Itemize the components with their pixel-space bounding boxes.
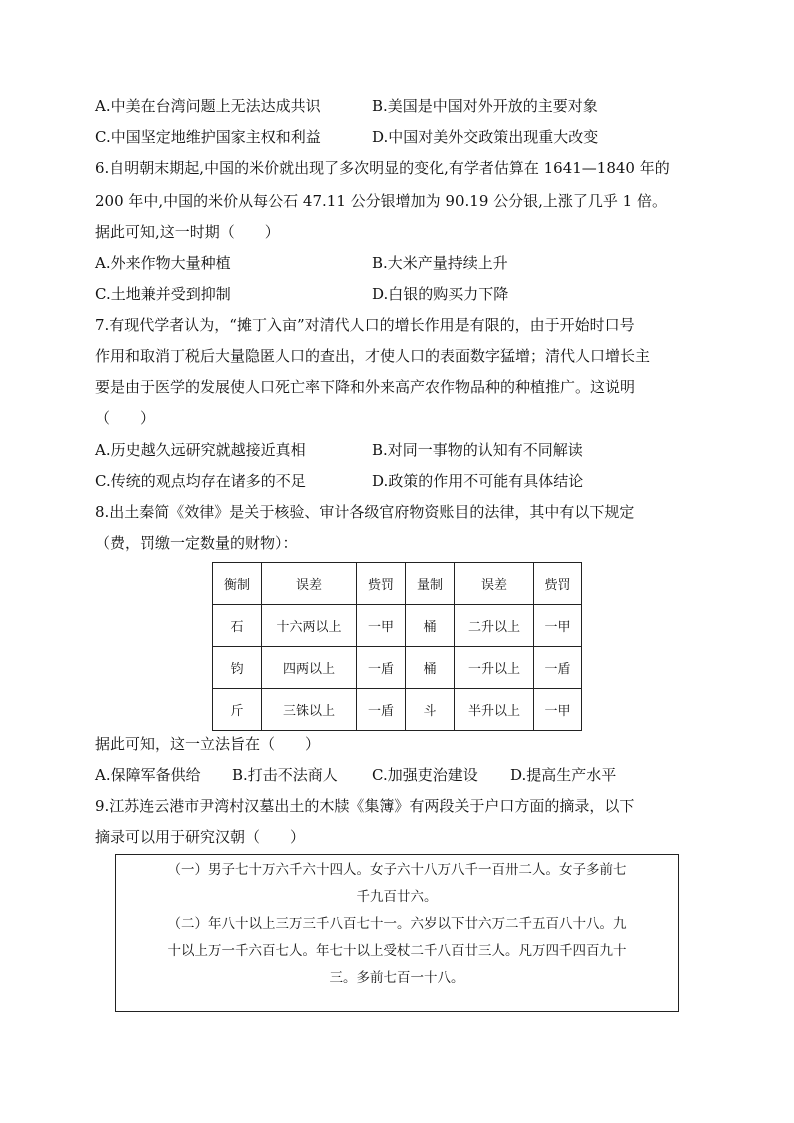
table-cell: 桶: [406, 647, 455, 689]
q8-fine-table: [212, 562, 582, 731]
table-row: [213, 605, 582, 647]
table-cell: 一盾: [357, 689, 406, 731]
table-row: [213, 689, 582, 731]
table-header-cell: 赀罚: [357, 563, 406, 605]
excerpt-line: （一）男子七十万六千六十四人。女子六十八万八千一百卅二人。女子多前七: [167, 862, 627, 878]
q7-option-b: B.对同一事物的认知有不同解读: [372, 441, 583, 459]
table-header-cell: 误差: [262, 563, 357, 605]
q8-option-d: D.提高生产水平: [510, 766, 617, 784]
table-header-cell: 赀罚: [534, 563, 582, 605]
q7-option-c: C.传统的观点均存在诸多的不足: [95, 472, 306, 490]
q7-stem-line-1: 7.有现代学者认为，“摊丁入亩”对清代人口的增长作用是有限的，由于开始时口号: [95, 316, 635, 334]
q6-option-a: A.外来作物大量种植: [95, 254, 231, 272]
q5-option-c: C.中国坚定地维护国家主权和利益: [95, 128, 321, 146]
table-row: [213, 647, 582, 689]
table-cell: 桶: [406, 605, 455, 647]
q9-stem-line-1: 9.江苏连云港市尹湾村汉墓出土的木牍《集簿》有两段关于户口方面的摘录，以下: [95, 797, 635, 815]
q7-stem-line-3: 要是由于医学的发展使人口死亡率下降和外来高产农作物品种的种植推广。这说明: [95, 378, 636, 396]
table-cell: 一甲: [357, 605, 406, 647]
excerpt-line: 千九百廿六。: [356, 889, 438, 905]
q8-stem-line-1: 8.出土秦简《效律》是关于核验、审计各级官府物资账目的法律，其中有以下规定: [95, 503, 635, 521]
table-cell: 半升以上: [455, 689, 534, 731]
table-cell: 二升以上: [455, 605, 534, 647]
table-header-cell: 衡制: [213, 563, 262, 605]
table-cell: 一盾: [357, 647, 406, 689]
table-cell: 十六两以上: [262, 605, 357, 647]
excerpt-line: （二）年八十以上三万三千八百七十一。六岁以下廿六万二千五百八十八。九: [167, 916, 627, 932]
q6-stem-line-2: 200 年中,中国的米价从每公石 47.11 公分银增加为 90.19 公分银,上涨了几乎 1 倍。: [95, 192, 667, 210]
q7-option-a: A.历史越久远研究就越接近真相: [95, 441, 306, 459]
q8-question: 据此可知，这一立法旨在（ ）: [95, 735, 321, 753]
q9-stem-line-2: 摘录可以用于研究汉朝（ ）: [95, 828, 306, 846]
table-cell: 石: [213, 605, 262, 647]
q8-option-c: C.加强吏治建设: [372, 766, 478, 784]
table-cell: 四两以上: [262, 647, 357, 689]
table-cell: 斗: [406, 689, 455, 731]
q7-stem-line-2: 作用和取消丁税后大量隐匿人口的查出，才使人口的表面数字猛增；清代人口增长主: [95, 347, 651, 365]
table-cell: 一甲: [534, 605, 582, 647]
q8-option-a: A.保障军备供给: [95, 766, 201, 784]
q6-stem-line-3: 据此可知,这一时期（ ）: [95, 223, 280, 241]
q8-option-b: B.打击不法商人: [232, 766, 338, 784]
table-header-cell: 量制: [406, 563, 455, 605]
table-header-cell: 误差: [455, 563, 534, 605]
q5-option-b: B.美国是中国对外开放的主要对象: [372, 97, 598, 115]
q5-option-d: D.中国对美外交政策出现重大改变: [372, 128, 599, 146]
q5-option-a: A.中美在台湾问题上无法达成共识: [95, 97, 321, 115]
q6-option-d: D.白银的购买力下降: [372, 285, 509, 303]
excerpt-line: 三。多前七百一十八。: [329, 970, 465, 986]
table-cell: 一甲: [534, 689, 582, 731]
table-header-row: [213, 563, 582, 605]
q7-stem-line-4: （ ）: [95, 409, 156, 427]
q6-option-c: C.土地兼并受到抑制: [95, 285, 231, 303]
q6-option-b: B.大米产量持续上升: [372, 254, 508, 272]
table-cell: 钧: [213, 647, 262, 689]
table-cell: 一升以上: [455, 647, 534, 689]
excerpt-line: 十以上万一千六百七人。年七十以上受杖二千八百廿三人。凡万四千四百九十: [167, 943, 627, 959]
q7-option-d: D.政策的作用不可能有具体结论: [372, 472, 584, 490]
table-cell: 斤: [213, 689, 262, 731]
table-cell: 三铢以上: [262, 689, 357, 731]
q9-excerpt-box: [115, 854, 679, 1012]
q6-stem-line-1: 6.自明朝末期起,中国的米价就出现了多次明显的变化,有学者估算在 1641—1840 年的: [95, 159, 670, 177]
q8-stem-line-2: （费，罚缴一定数量的财物）：: [95, 534, 298, 552]
table-cell: 一盾: [534, 647, 582, 689]
